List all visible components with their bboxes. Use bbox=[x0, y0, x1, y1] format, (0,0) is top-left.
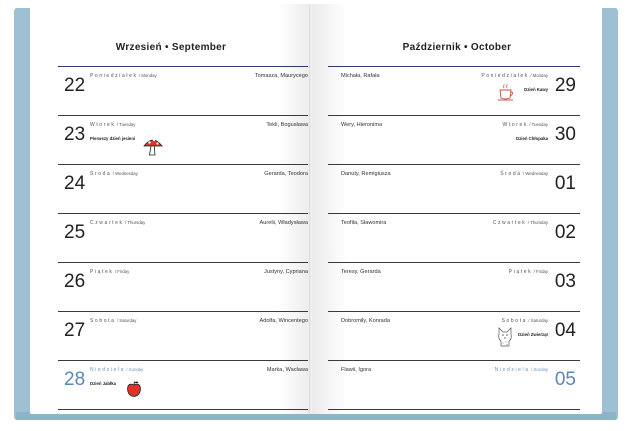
holiday-label: Dzień Kawy bbox=[524, 87, 548, 92]
weekday-en: / Tuesday bbox=[116, 122, 136, 127]
weekday-pl: Sobota bbox=[501, 318, 528, 324]
weekday-pl: Piątek bbox=[508, 269, 533, 275]
weekday-label bbox=[90, 318, 136, 324]
day-row bbox=[58, 116, 308, 165]
left-page bbox=[30, 4, 312, 414]
day-number: 27 bbox=[64, 320, 86, 341]
weekday-pl: Czwartek bbox=[492, 220, 527, 226]
weekday-label bbox=[90, 73, 157, 79]
name-days: Dobromiły, Konrada bbox=[341, 318, 391, 324]
day-number: 24 bbox=[64, 173, 86, 194]
weekday-en: / Wednesday bbox=[112, 171, 138, 176]
weekday-label bbox=[90, 171, 138, 177]
weekday-pl: Wtorek bbox=[90, 122, 116, 128]
weekday-en: / Thursday bbox=[125, 220, 146, 225]
weekday-pl: Czwartek bbox=[90, 220, 124, 226]
holiday-label: Pierwszy dzień jesieni bbox=[90, 136, 136, 141]
weekday-pl: Niedziela bbox=[90, 367, 125, 373]
name-days: Gerarda, Teodora bbox=[264, 171, 308, 177]
name-days: Tekli, Bogusława bbox=[266, 122, 308, 128]
weekday-label bbox=[90, 220, 145, 226]
weekday-en: / Friday bbox=[533, 269, 548, 274]
holiday-label: Dzień Zwierząt bbox=[518, 332, 548, 337]
day-row bbox=[328, 116, 580, 165]
weekday-en: / Wednesday bbox=[522, 171, 548, 176]
day-row bbox=[58, 165, 308, 214]
name-days: Adolfa, Wincentego bbox=[259, 318, 308, 324]
weekday-label bbox=[509, 269, 548, 275]
name-days: Aurelii, Władysława bbox=[259, 220, 308, 226]
weekday-pl: Piątek bbox=[90, 269, 114, 275]
day-row bbox=[328, 67, 580, 116]
day-number: 25 bbox=[64, 222, 86, 243]
name-days: Justyny, Cypriana bbox=[263, 269, 308, 275]
day-row bbox=[58, 312, 308, 361]
day-row bbox=[328, 312, 580, 361]
day-row bbox=[58, 214, 308, 263]
name-days: Teofila, Sławomira bbox=[341, 220, 387, 226]
weekday-label bbox=[493, 220, 548, 226]
day-number: 01 bbox=[554, 173, 576, 194]
name-days: Wery, Hieronima bbox=[341, 122, 383, 128]
day-row-sunday bbox=[58, 361, 308, 410]
weekday-label bbox=[90, 269, 129, 275]
weekday-label bbox=[481, 73, 548, 79]
day-row bbox=[58, 67, 308, 116]
day-number: 23 bbox=[64, 124, 86, 145]
weekday-pl: Środa bbox=[500, 171, 522, 177]
day-number: 30 bbox=[554, 124, 576, 145]
day-row bbox=[328, 165, 580, 214]
weekday-en: / Tuesday bbox=[529, 122, 548, 127]
name-days: Teresy, Gerarda bbox=[341, 269, 381, 275]
weekday-label bbox=[90, 122, 135, 128]
weekday-en: / Saturday bbox=[116, 318, 137, 323]
weekday-en: / Monday bbox=[530, 73, 548, 78]
day-row bbox=[328, 214, 580, 263]
day-row-sunday bbox=[328, 361, 580, 410]
day-number: 22 bbox=[64, 75, 86, 96]
weekday-en: / Sunday bbox=[531, 367, 548, 372]
weekday-label bbox=[90, 367, 143, 373]
weekday-label bbox=[503, 122, 548, 128]
weekday-en: / Saturday bbox=[528, 318, 548, 323]
weekday-label bbox=[502, 318, 548, 324]
weekday-pl: Sobota bbox=[90, 318, 116, 324]
day-number: 02 bbox=[554, 222, 576, 243]
name-days: Danuty, Remigiusza bbox=[341, 171, 391, 177]
weekday-label bbox=[495, 367, 548, 373]
weekday-pl: Poniedziałek bbox=[90, 73, 138, 79]
right-page bbox=[312, 4, 602, 414]
day-number: 03 bbox=[554, 271, 576, 292]
cat-icon bbox=[496, 326, 514, 348]
weekday-pl: Poniedziałek bbox=[481, 73, 529, 79]
weekday-pl: Środa bbox=[90, 171, 112, 177]
holiday-label: Dzień Chłopaka bbox=[516, 136, 548, 141]
day-row bbox=[328, 263, 580, 312]
coffee-cup-icon bbox=[496, 83, 516, 103]
name-days: Flawii, Igora bbox=[341, 367, 372, 373]
name-days: Tomasza, Maurycego bbox=[254, 73, 308, 79]
day-number: 28 bbox=[64, 369, 86, 390]
holiday-label: Dzień Jabłka bbox=[90, 381, 117, 386]
day-number: 05 bbox=[554, 369, 576, 390]
day-number: 29 bbox=[554, 75, 576, 96]
weekday-en: / Friday bbox=[114, 269, 130, 274]
day-number: 04 bbox=[554, 320, 576, 341]
weekday-pl: Wtorek bbox=[502, 122, 528, 128]
weekday-pl: Niedziela bbox=[494, 367, 530, 373]
mushroom-icon bbox=[142, 135, 164, 157]
name-days: Michała, Rafała bbox=[341, 73, 380, 79]
day-number: 26 bbox=[64, 271, 86, 292]
weekday-en: / Sunday bbox=[126, 367, 144, 372]
apple-icon bbox=[126, 380, 142, 398]
name-days: Marka, Wacława bbox=[266, 367, 308, 373]
day-row bbox=[58, 263, 308, 312]
weekday-en: / Monday bbox=[138, 73, 157, 78]
weekday-label bbox=[500, 171, 548, 177]
month-title-september: Wrzesień • September bbox=[115, 42, 227, 53]
weekday-en: / Thursday bbox=[527, 220, 548, 225]
month-title-october: Październik • October bbox=[402, 42, 512, 53]
